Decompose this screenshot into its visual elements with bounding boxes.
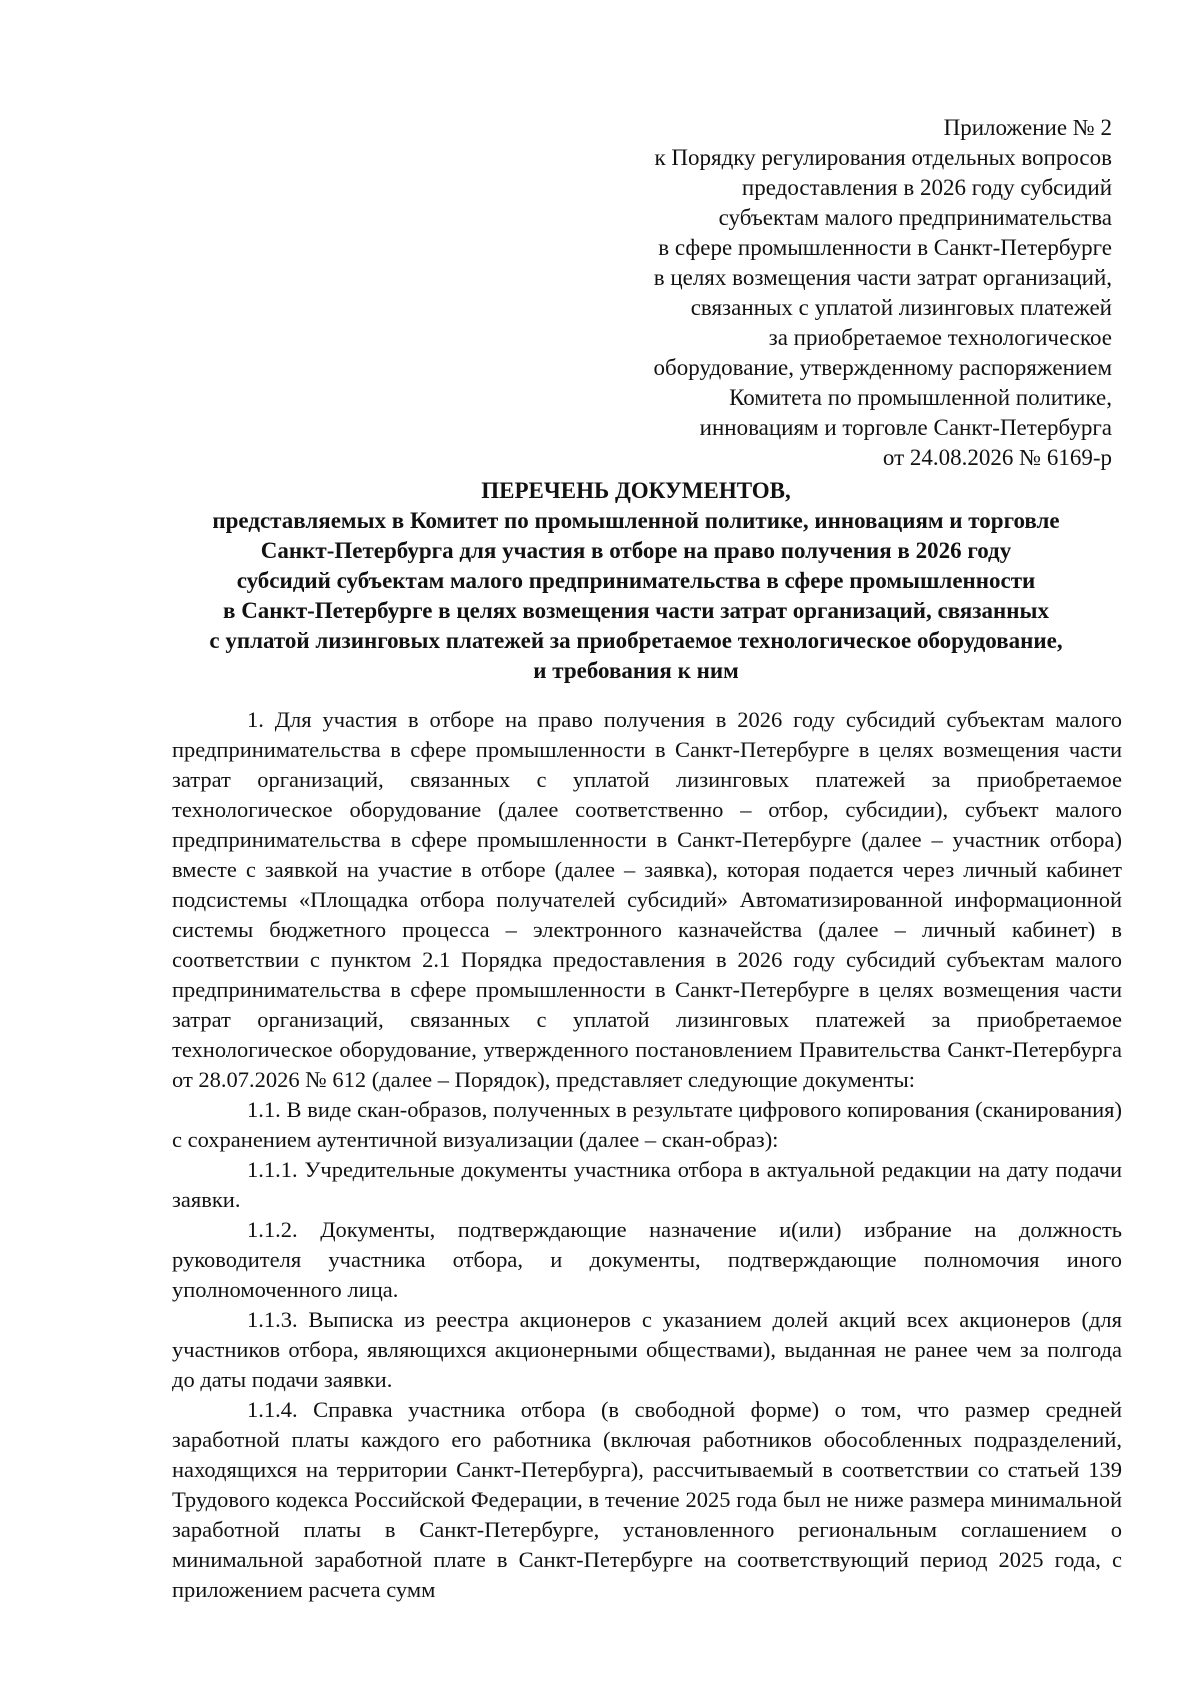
appendix-line: связанных с уплатой лизинговых платежей	[690, 295, 1112, 320]
appendix-line: за приобретаемое технологическое	[768, 325, 1112, 350]
title-subtitle-line: в Санкт-Петербурге в целях возмещения части затрат организаций, связанных	[223, 598, 1049, 623]
document-title	[160, 476, 1112, 686]
appendix-line: от 24.08.2026 № 6169-р	[882, 445, 1112, 470]
appendix-line: предоставления в 2026 году субсидий	[741, 175, 1112, 200]
appendix-line: Комитета по промышленной политике,	[729, 385, 1112, 410]
paragraph-1: 1. Для участия в отборе на право получения в 2026 году субсидий субъектам малого предпринимательства в сфере промышленности в Санкт-Петербурге в целях возмещения части затрат организаций, связанных с уплатой лизинговых платежей за приобретаемое технологическое оборудование (далее соответственно – отбор, субсидии), субъект малого предпринимательства в сфере промышленности в Санкт-Петербурге (далее – участник отбора) вместе с заявкой на участие в отборе (далее – заявка), которая подается через личный кабинет подсистемы «Площадка отбора получателей субсидий» Автоматизированной информационной системы бюджетного процесса – электронного казначейства (далее – личный кабинет) в соответствии с пунктом 2.1 Порядка предоставления в 2026 году субсидий субъектам малого предпринимательства в сфере промышленности в Санкт-Петербурге в целях возмещения части затрат организаций, связанных с уплатой лизинговых платежей за приобретаемое технологическое оборудование, утвержденного постановлением Правительства Санкт-Петербурга от 28.07.2026 № 612 (далее – Порядок), представляет следующие документы:	[172, 707, 1122, 1092]
title-subtitle-line: и требования к ним	[533, 658, 739, 683]
paragraph-1-1-4: 1.1.4. Справка участника отбора (в свободной форме) о том, что размер средней заработной платы каждого его работника (включая работников обособленных подразделений, находящихся на территории Санкт-Петербурга), рассчитываемый в соответствии со статьей 139 Трудового кодекса Российской Федерации, в течение 2025 года был не ниже размера минимальной заработной платы в Санкт-Петербурге, установленного региональным соглашением о минимальной заработной плате в Санкт-Петербурге на соответствующий период 2025 года, с приложением расчета сумм	[172, 1397, 1122, 1602]
appendix-line: инновациям и торговле Санкт-Петербурга	[699, 415, 1112, 440]
title-subtitle-line: с уплатой лизинговых платежей за приобретаемое технологическое оборудование,	[209, 628, 1063, 653]
paragraph-1-1-3: 1.1.3. Выписка из реестра акционеров с указанием долей акций всех акционеров (для участников отбора, являющихся акционерными обществами), выданная не ранее чем за полгода до даты подачи заявки.	[172, 1307, 1122, 1392]
appendix-header	[512, 113, 1112, 473]
appendix-line: субъектам малого предпринимательства	[718, 205, 1112, 230]
document-body	[172, 705, 1122, 1605]
paragraph-1-1-2: 1.1.2. Документы, подтверждающие назначение и(или) избрание на должность руководителя участника отбора, и документы, подтверждающие полномочия иного уполномоченного лица.	[172, 1217, 1122, 1302]
appendix-line: Приложение № 2	[943, 115, 1112, 140]
title-subtitle-line: Санкт-Петербурга для участия в отборе на право получения в 2026 году	[260, 538, 1012, 563]
title-heading: ПЕРЕЧЕНЬ ДОКУМЕНТОВ,	[481, 478, 791, 503]
title-subtitle-line: субсидий субъектам малого предпринимательства в сфере промышленности	[236, 568, 1036, 593]
appendix-line: в целях возмещения части затрат организаций,	[653, 265, 1112, 290]
paragraph-1-1: 1.1. В виде скан-образов, полученных в результате цифрового копирования (сканирования) с сохранением аутентичной визуализации (далее – скан-образ):	[172, 1097, 1122, 1152]
appendix-line: оборудование, утвержденному распоряжением	[653, 355, 1112, 380]
appendix-line: в сфере промышленности в Санкт-Петербурге	[658, 235, 1112, 260]
title-subtitle-line: представляемых в Комитет по промышленной политике, инновациям и торговле	[212, 508, 1060, 533]
paragraph-1-1-1: 1.1.1. Учредительные документы участника отбора в актуальной редакции на дату подачи заявки.	[172, 1157, 1122, 1212]
appendix-line: к Порядку регулирования отдельных вопросов	[654, 145, 1112, 170]
